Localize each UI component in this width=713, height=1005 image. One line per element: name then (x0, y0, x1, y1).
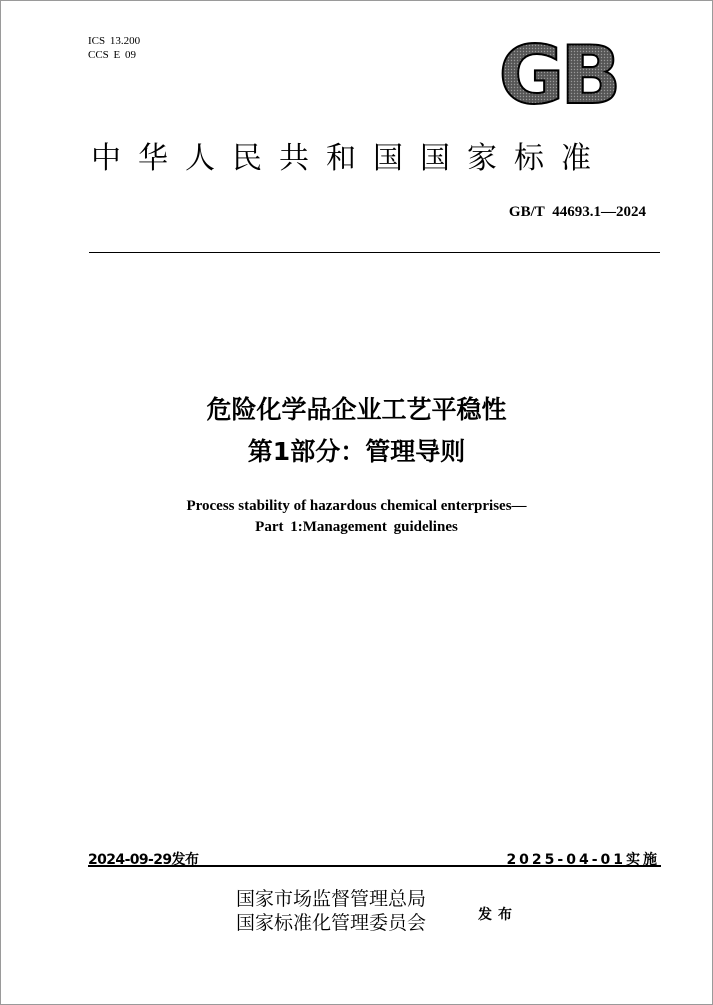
gb-logo-text: GB (498, 35, 618, 111)
issuing-country-standard-title: 中华人民共和国国家标准 (91, 141, 608, 176)
ics-code: ICS 13.200 (88, 35, 141, 47)
issuer-sac: 国家标准化管理委员会 (236, 912, 427, 934)
issuer-samr: 国家市场监督管理总局 (236, 888, 427, 910)
header-divider (89, 252, 660, 253)
classification-codes (88, 34, 140, 62)
chinese-title-line-2: 第1部分：管理导则 (247, 437, 466, 466)
publish-date: 2024-09-29发布 (88, 852, 199, 868)
standard-number: GB/T 44693.1—2024 (508, 204, 646, 220)
chinese-title-line-1: 危险化学品企业工艺平稳性 (206, 395, 507, 424)
gb-logo (486, 35, 630, 111)
english-title-line-1: Process stability of hazardous chemical enterprises— (186, 498, 527, 514)
english-title-line-2: Part 1:Management guidelines (255, 519, 458, 535)
ccs-code: CCS E 09 (88, 49, 137, 61)
footer-divider (88, 865, 661, 867)
effective-date: 2025-04-01实施 (506, 852, 660, 868)
issuing-authorities (236, 887, 426, 935)
issue-label: 发布 (478, 907, 518, 923)
